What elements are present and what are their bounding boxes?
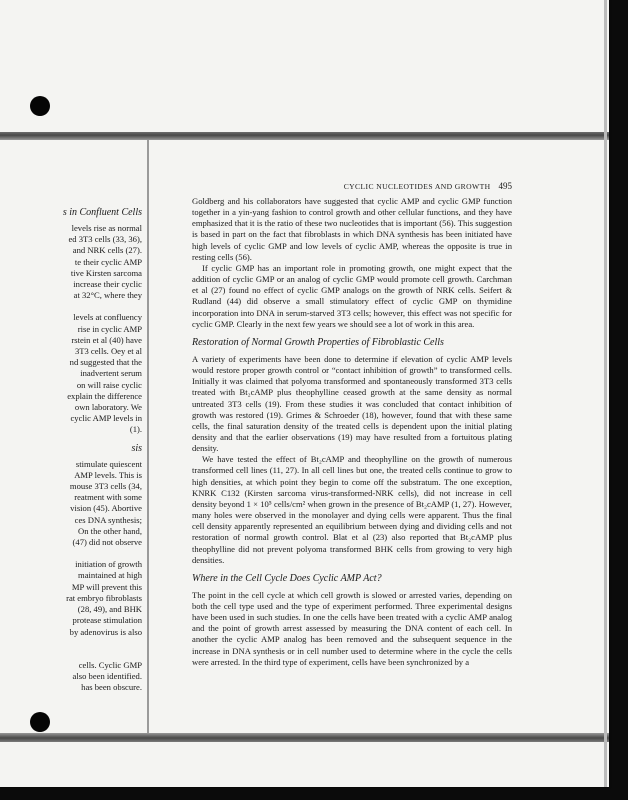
left-text-line: cyclic AMP levels in [70, 413, 142, 424]
left-text-line: own laboratory. We [74, 402, 142, 413]
left-text-line: by adenovirus is also [69, 626, 142, 637]
section-heading-restoration: Restoration of Normal Growth Properties of Fibroblastic Cells [192, 336, 444, 348]
running-head-title: CYCLIC NUCLEOTIDES AND GROWTH [343, 182, 491, 191]
left-block-2 [0, 312, 142, 435]
left-text-line: inadvertent serum [80, 368, 142, 379]
left-heading-1: s in Confluent Cells [62, 207, 142, 218]
left-text-line: cells. Cyclic GMP [78, 659, 142, 670]
left-text-line: (47) did not observe [72, 537, 142, 548]
left-text-line: increase their cyclic [73, 279, 142, 290]
left-block-4 [0, 559, 142, 637]
left-text-line: nd suggested that the [69, 357, 142, 368]
paragraph-5: The point in the cell cycle at which cell growth is slowed or arrested varies, depending on both the cell type used and the type of experiment performed. Three experimental designs have been used in such studies. In one the cells have been treated with a cyclic AMP analog and the point of growth arrest assessed by measuring the DNA content of each cell. In another the cyclic AMP analog has been removed and the subsequent sequence in the increase in DNA synthesis or in cell number used to determine where in the cycle the cells were arrested. In the third type of experiment, cells have been synchronized by a [192, 589, 512, 667]
left-text-line: (28, 49), and BHK [77, 604, 142, 615]
left-text-line: On the other hand, [78, 525, 142, 536]
left-heading-2: sis [131, 442, 142, 454]
left-text-line: initiation of growth [75, 559, 142, 570]
section-heading-cell-cycle: Where in the Cell Cycle Does Cyclic AMP Act? [192, 572, 382, 584]
left-text-line: also been identified. [72, 670, 142, 681]
left-block-3 [0, 459, 142, 549]
left-text-line: and NRK cells (27). [72, 245, 142, 256]
left-text-line: rat embryo fibroblasts [66, 592, 142, 603]
copy-shadow-top [0, 132, 609, 140]
left-text-line: levels at confluency [73, 312, 142, 323]
left-text-line: rstein et al (40) have [71, 334, 142, 345]
left-text-line: stimulate quiescent [75, 458, 142, 469]
left-text-line: (1). [129, 424, 142, 435]
left-page-text [0, 200, 142, 693]
running-head [192, 181, 512, 191]
left-text-line: tive Kirsten sarcoma [70, 267, 142, 278]
left-text-line: AMP levels. This is [74, 469, 142, 480]
left-text-line: explain the difference [67, 390, 142, 401]
paragraph-4: We have tested the effect of Bt₂cAMP and theophylline on the growth of numerous transformed cell lines (11, 27). In all cell lines but one, the treated cells continue to grow to high densities, at which point they begin to come off the substratum. The one exception, KNRK C132 (Kirsten sarcoma virus-transformed-NRK cells), did not increase in cell density beyond 1 × 10⁵ cells/cm² when grown in the presence of Bt₂cAMP (1, 27). However, many holes were observed in the monolayer and dying cells were apparent. Thus the final cell density apparently represented an equilibrium between dying and dividing cells and not restoration of normal growth control. Blat et al (23) also reported that Bt₂cAMP plus theophylline did not prevent polyoma transformed BHK cells from growing to very high densities. [192, 454, 512, 565]
left-text-line: ed 3T3 cells (33, 36), [68, 234, 142, 245]
left-text-line: reatment with some [74, 492, 142, 503]
punch-hole-top [30, 96, 50, 116]
copy-shadow-bottom [0, 733, 609, 742]
left-text-line: vision (45). Abortive [70, 503, 142, 514]
main-text [192, 196, 512, 668]
left-text-line: at 32°C, where they [73, 290, 142, 301]
paragraph-3: A variety of experiments have been done to determine if elevation of cyclic AMP levels would restore proper growth control or “contact inhibition of growth” to transformed cells. Initially it was claimed that polyoma transformed and spontaneously transformed 3T3 cells treated with Bt₂cAMP plus theophylline ceased growth at the same density as normal untreated 3T3 cells (19). From these studies it was concluded that contact inhibition of growth was restored (19). Grimes & Schroeder (18), however, found that with these same cells, the final saturation density of the treated cells is dependent upon the initial plating density and that the earlier observations (19) may have resulted from a fortuitous plating density. [192, 353, 512, 454]
left-text-line: has been obscure. [81, 682, 142, 693]
left-text-line: protease stimulation [72, 615, 142, 626]
left-block-5 [0, 660, 142, 694]
left-block-1 [0, 223, 142, 301]
left-text-line: mouse 3T3 cells (34, [69, 481, 142, 492]
left-text-line: on will raise cyclic [76, 379, 142, 390]
page-number: 495 [498, 181, 512, 191]
left-text-line: levels rise as normal [71, 223, 142, 233]
page-gutter [147, 140, 149, 733]
paragraph-2: If cyclic GMP has an important role in promoting growth, one might expect that the addition of cyclic GMP or an analog of cyclic GMP would promote cell growth. Carchman et al (27) found no effect of cyclic GMP analogs on the growth of NRK cells. Seifert & Rudland (44) did observe a small stimulatory effect of cyclic GMP on thymidine incorporation into DNA in serum-starved 3T3 cells; however, this effect was not specific for cyclic GMP. Clearly in the next few years we should see a lot of work in this area. [192, 262, 512, 329]
left-text-line: 3T3 cells. Oey et al [74, 346, 142, 357]
left-text-line: ces DNA synthesis; [74, 514, 142, 525]
left-page-fragment [0, 200, 146, 730]
left-text-line: MP will prevent this [71, 581, 142, 592]
paragraph-1: Goldberg and his collaborators have suggested that cyclic AMP and cyclic GMP function together in a yin-yang fashion to control growth and other cellular functions, and they have emphasized that it is the ratio of these two nucleotides that is important (56). This suggestion is based in part on the fact that fibroblasts in which DNA synthesis has been initiated have high levels of cyclic GMP and low levels of cyclic AMP, whereas the opposite is true in resting cells (56). [192, 196, 512, 262]
left-text-line: te their cyclic AMP [74, 256, 142, 267]
left-text-line: rise in cyclic AMP [77, 323, 142, 334]
page-edge [604, 0, 607, 787]
left-text-line: maintained at high [78, 570, 142, 581]
